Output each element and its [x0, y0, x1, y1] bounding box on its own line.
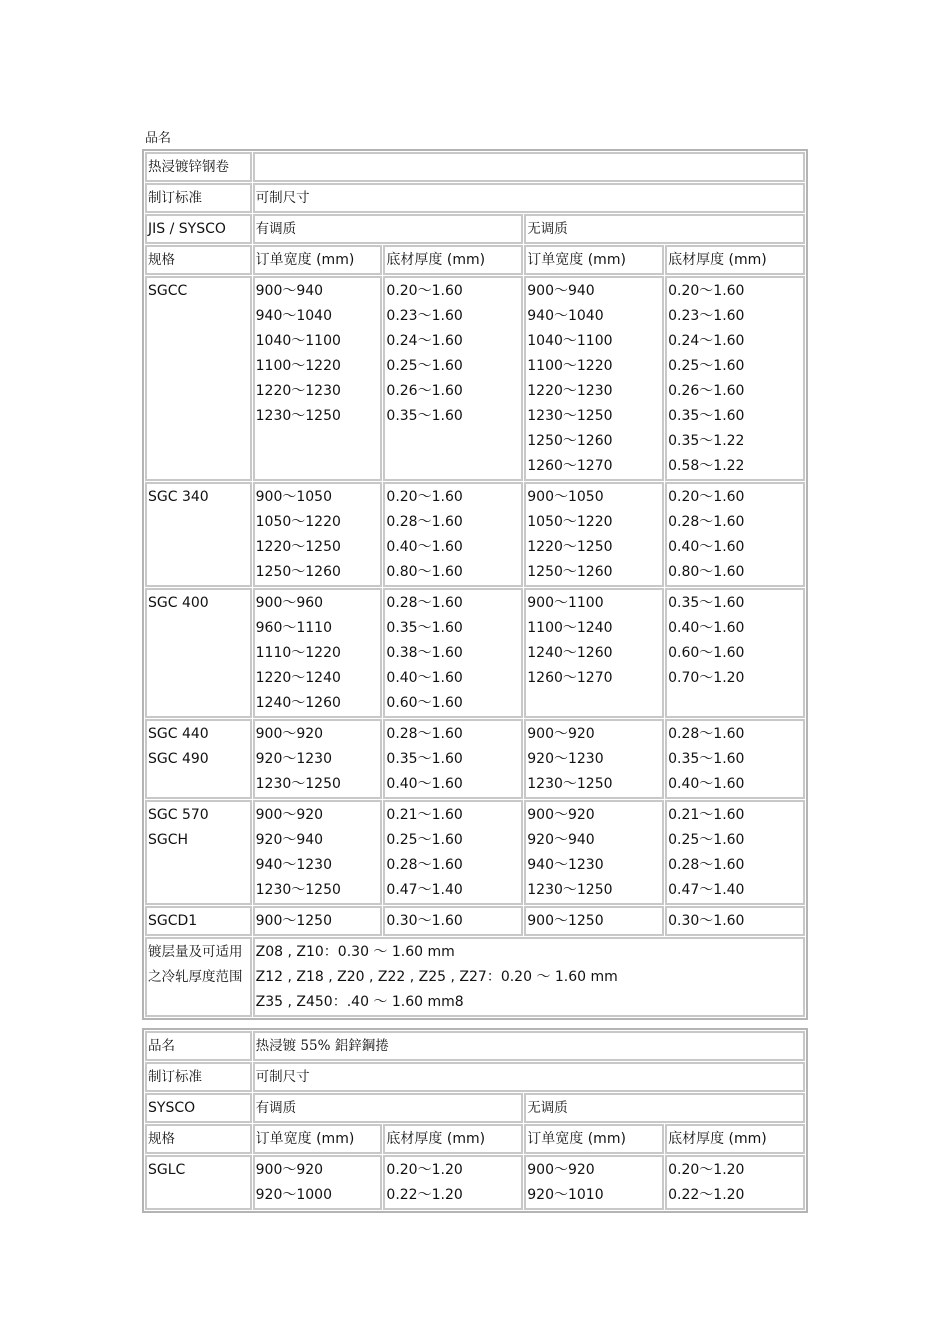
cell-line: 0.80～1.60 — [386, 564, 463, 580]
cell-line: 1250～1260 — [527, 433, 613, 449]
cell-line: 1230～1250 — [255, 882, 341, 898]
cell-line: 0.28～1.60 — [386, 514, 463, 530]
cell-line: 0.20～1.20 — [668, 1162, 745, 1178]
cell-line: 920～1230 — [527, 751, 604, 767]
tempered-thickness-cell — [383, 800, 523, 905]
table-row — [145, 482, 805, 587]
size-label-cell: 可制尺寸 — [253, 1062, 805, 1092]
untempered-width-cell — [524, 1155, 664, 1210]
cell-line: 0.58～1.22 — [668, 458, 745, 474]
untempered-header: 无调质 — [524, 214, 805, 244]
cell-line: 1100～1220 — [527, 358, 613, 374]
cell-line: SGCH — [148, 832, 189, 848]
tempered-thickness-cell — [383, 1155, 523, 1210]
size-label-cell: 可制尺寸 — [253, 183, 805, 213]
tempered-width-cell — [253, 482, 383, 587]
cell-line: 0.25～1.60 — [668, 358, 745, 374]
coating-label-line: 之冷轧厚度范围 — [148, 969, 243, 985]
cell-line: 0.47～1.40 — [668, 882, 745, 898]
cell-line: 920～1230 — [255, 751, 332, 767]
grade-cell — [145, 719, 252, 799]
table-row — [145, 1124, 805, 1154]
cell-line: 900～920 — [527, 807, 595, 823]
cell-line: 0.23～1.60 — [668, 308, 745, 324]
untempered-width-cell — [524, 719, 664, 799]
cell-line: 0.28～1.60 — [668, 726, 745, 742]
tempered-thickness-cell — [383, 906, 523, 936]
cell-line: SGC 340 — [148, 489, 209, 505]
thickness-header: 底材厚度 (mm) — [383, 1124, 523, 1154]
thickness-header: 底材厚度 (mm) — [665, 1124, 805, 1154]
table-row — [145, 906, 805, 936]
tempered-header: 有调质 — [253, 214, 524, 244]
galvanized-spec-table — [142, 149, 808, 1020]
cell-line: 1240～1260 — [255, 695, 341, 711]
product-name-cell: 热浸镀锌钢卷 — [145, 152, 252, 182]
cell-line: 940～1230 — [255, 857, 332, 873]
table-row — [145, 1062, 805, 1092]
cell-line: 1040～1100 — [255, 333, 341, 349]
cell-line: 0.60～1.60 — [386, 695, 463, 711]
cell-line: 960～1110 — [255, 620, 332, 636]
cell-line: 900～1050 — [255, 489, 332, 505]
cell-line: 0.28～1.60 — [386, 726, 463, 742]
width-header: 订单宽度 (mm) — [524, 245, 664, 275]
standard-label-cell: 制订标准 — [145, 183, 252, 213]
cell-line: 940～1040 — [527, 308, 604, 324]
untempered-thickness-cell — [665, 482, 805, 587]
cell-line: 1240～1260 — [527, 645, 613, 661]
cell-line: 0.25～1.60 — [386, 358, 463, 374]
cell-line: 0.23～1.60 — [386, 308, 463, 324]
cell-line: SGLC — [148, 1162, 186, 1178]
cell-line: 0.40～1.60 — [386, 539, 463, 555]
cell-line: 1220～1250 — [255, 539, 341, 555]
cell-line: 900～1250 — [255, 913, 332, 929]
cell-line: 940～1230 — [527, 857, 604, 873]
table-row — [145, 588, 805, 718]
tempered-header: 有调质 — [253, 1093, 524, 1123]
table-row — [145, 1093, 805, 1123]
cell-line: 0.47～1.40 — [386, 882, 463, 898]
cell-line: 900～920 — [527, 1162, 595, 1178]
cell-line: 0.35～1.60 — [668, 408, 745, 424]
cell-line: 0.80～1.60 — [668, 564, 745, 580]
untempered-width-cell — [524, 800, 664, 905]
coating-label-line: 镀层量及可适用 — [148, 944, 243, 960]
table-row — [145, 183, 805, 213]
untempered-thickness-cell — [665, 800, 805, 905]
cell-line: 0.28～1.60 — [386, 595, 463, 611]
cell-line: 900～920 — [255, 807, 324, 823]
cell-line: 1230～1250 — [255, 408, 341, 424]
aluzinc-spec-table — [142, 1028, 808, 1213]
cell-line: 0.35～1.60 — [386, 751, 463, 767]
untempered-width-cell — [524, 906, 664, 936]
coating-range-line: Z35 , Z450：.40 ～ 1.60 mm8 — [255, 994, 464, 1010]
cell-line: SGC 400 — [148, 595, 209, 611]
untempered-thickness-cell — [665, 276, 805, 481]
cell-line: 0.28～1.60 — [668, 857, 745, 873]
tempered-width-cell — [253, 1155, 383, 1210]
cell-line: SGCD1 — [148, 913, 198, 929]
table-row — [145, 276, 805, 481]
table-row — [145, 1155, 805, 1210]
thickness-header: 底材厚度 (mm) — [383, 245, 523, 275]
cell-line: 0.35～1.60 — [668, 751, 745, 767]
cell-line: 900～1100 — [527, 595, 604, 611]
product-value-cell — [253, 152, 805, 182]
tempered-thickness-cell — [383, 276, 523, 481]
table-row — [145, 152, 805, 182]
cell-line: 0.22～1.20 — [386, 1187, 463, 1203]
cell-line: 1110～1220 — [255, 645, 341, 661]
tempered-width-cell — [253, 719, 383, 799]
cell-line: 0.40～1.60 — [668, 539, 745, 555]
cell-line: 1260～1270 — [527, 670, 613, 686]
cell-line: 0.60～1.60 — [668, 645, 745, 661]
table-row — [145, 800, 805, 905]
tempered-width-cell — [253, 276, 383, 481]
tempered-width-cell — [253, 800, 383, 905]
coating-range-line: Z08 , Z10：0.30 ～ 1.60 mm — [255, 944, 455, 960]
grade-cell — [145, 588, 252, 718]
width-header: 订单宽度 (mm) — [524, 1124, 664, 1154]
coating-range-cell — [253, 937, 805, 1017]
cell-line: 1100～1240 — [527, 620, 613, 636]
standard-cell: SYSCO — [145, 1093, 252, 1123]
cell-line: 0.35～1.60 — [386, 620, 463, 636]
cell-line: 0.35～1.60 — [386, 408, 463, 424]
untempered-header: 无调质 — [524, 1093, 805, 1123]
cell-line: 0.40～1.60 — [386, 670, 463, 686]
cell-line: 1230～1250 — [527, 882, 613, 898]
cell-line: 0.24～1.60 — [668, 333, 745, 349]
cell-line: 1220～1230 — [527, 383, 613, 399]
cell-line: 920～940 — [527, 832, 595, 848]
cell-line: 1220～1230 — [255, 383, 341, 399]
untempered-width-cell — [524, 482, 664, 587]
product-value-cell: 热浸镀 55% 鋁鋅鋼捲 — [253, 1031, 805, 1061]
tempered-width-cell — [253, 588, 383, 718]
caption-product-name: 品名 — [145, 131, 172, 146]
grade-cell — [145, 1155, 252, 1210]
cell-line: 0.28～1.60 — [386, 857, 463, 873]
cell-line: 0.20～1.60 — [386, 489, 463, 505]
spec-label-cell: 规格 — [145, 1124, 252, 1154]
cell-line: 0.20～1.60 — [668, 283, 745, 299]
cell-line: 900～940 — [255, 283, 324, 299]
cell-line: SGC 570 — [148, 807, 209, 823]
untempered-width-cell — [524, 588, 664, 718]
cell-line: 900～1050 — [527, 489, 604, 505]
cell-line: 0.26～1.60 — [386, 383, 463, 399]
cell-line: 0.20～1.60 — [386, 283, 463, 299]
cell-line: 0.25～1.60 — [386, 832, 463, 848]
cell-line: 0.22～1.20 — [668, 1187, 745, 1203]
cell-line: 0.38～1.60 — [386, 645, 463, 661]
cell-line: 1050～1220 — [527, 514, 613, 530]
cell-line: 0.24～1.60 — [386, 333, 463, 349]
cell-line: 0.20～1.20 — [386, 1162, 463, 1178]
spec-label-cell: 规格 — [145, 245, 252, 275]
width-header: 订单宽度 (mm) — [253, 1124, 383, 1154]
cell-line: 0.20～1.60 — [668, 489, 745, 505]
cell-line: 0.40～1.60 — [386, 776, 463, 792]
cell-line: 0.30～1.60 — [386, 913, 463, 929]
cell-line: 900～940 — [527, 283, 595, 299]
untempered-thickness-cell — [665, 1155, 805, 1210]
cell-line: 920～940 — [255, 832, 324, 848]
cell-line: SGC 440 — [148, 726, 209, 742]
cell-line: 1040～1100 — [527, 333, 613, 349]
tempered-thickness-cell — [383, 719, 523, 799]
table-row — [145, 937, 805, 1017]
cell-line: 0.40～1.60 — [668, 620, 745, 636]
grade-cell — [145, 906, 252, 936]
cell-line: 940～1040 — [255, 308, 332, 324]
cell-line: SGC 490 — [148, 751, 209, 767]
standard-label-cell: 制订标准 — [145, 1062, 252, 1092]
cell-line: 0.25～1.60 — [668, 832, 745, 848]
cell-line: 900～920 — [527, 726, 595, 742]
cell-line: 900～960 — [255, 595, 324, 611]
table-row — [145, 214, 805, 244]
untempered-width-cell — [524, 276, 664, 481]
standard-cell: JIS / SYSCO — [145, 214, 252, 244]
cell-line: 1250～1260 — [527, 564, 613, 580]
cell-line: 1100～1220 — [255, 358, 341, 374]
cell-line: 1230～1250 — [527, 776, 613, 792]
cell-line: 920～1010 — [527, 1187, 604, 1203]
cell-line: 1220～1250 — [527, 539, 613, 555]
cell-line: 1230～1250 — [527, 408, 613, 424]
table-row — [145, 245, 805, 275]
cell-line: 920～1000 — [255, 1187, 332, 1203]
cell-line: 0.30～1.60 — [668, 913, 745, 929]
cell-line: 1050～1220 — [255, 514, 341, 530]
untempered-thickness-cell — [665, 906, 805, 936]
cell-line: 0.35～1.60 — [668, 595, 745, 611]
table-row — [145, 1031, 805, 1061]
table-row — [145, 719, 805, 799]
cell-line: 900～920 — [255, 1162, 324, 1178]
cell-line: 0.21～1.60 — [386, 807, 463, 823]
grade-cell — [145, 276, 252, 481]
cell-line: 1220～1240 — [255, 670, 341, 686]
tempered-thickness-cell — [383, 482, 523, 587]
coating-range-line: Z12 , Z18 , Z20 , Z22 , Z25 , Z27：0.20 ～ 1.60 mm — [255, 969, 618, 985]
grade-cell — [145, 800, 252, 905]
tempered-thickness-cell — [383, 588, 523, 718]
cell-line: 900～920 — [255, 726, 324, 742]
grade-cell — [145, 482, 252, 587]
cell-line: 1250～1260 — [255, 564, 341, 580]
cell-line: SGCC — [148, 283, 188, 299]
product-label-cell: 品名 — [145, 1031, 252, 1061]
coating-label-cell — [145, 937, 252, 1017]
cell-line: 0.40～1.60 — [668, 776, 745, 792]
cell-line: 0.26～1.60 — [668, 383, 745, 399]
width-header: 订单宽度 (mm) — [253, 245, 383, 275]
untempered-thickness-cell — [665, 588, 805, 718]
cell-line: 0.28～1.60 — [668, 514, 745, 530]
cell-line: 1260～1270 — [527, 458, 613, 474]
cell-line: 0.70～1.20 — [668, 670, 745, 686]
cell-line: 0.35～1.22 — [668, 433, 745, 449]
tempered-width-cell — [253, 906, 383, 936]
cell-line: 900～1250 — [527, 913, 604, 929]
thickness-header: 底材厚度 (mm) — [665, 245, 805, 275]
untempered-thickness-cell — [665, 719, 805, 799]
cell-line: 1230～1250 — [255, 776, 341, 792]
cell-line: 0.21～1.60 — [668, 807, 745, 823]
